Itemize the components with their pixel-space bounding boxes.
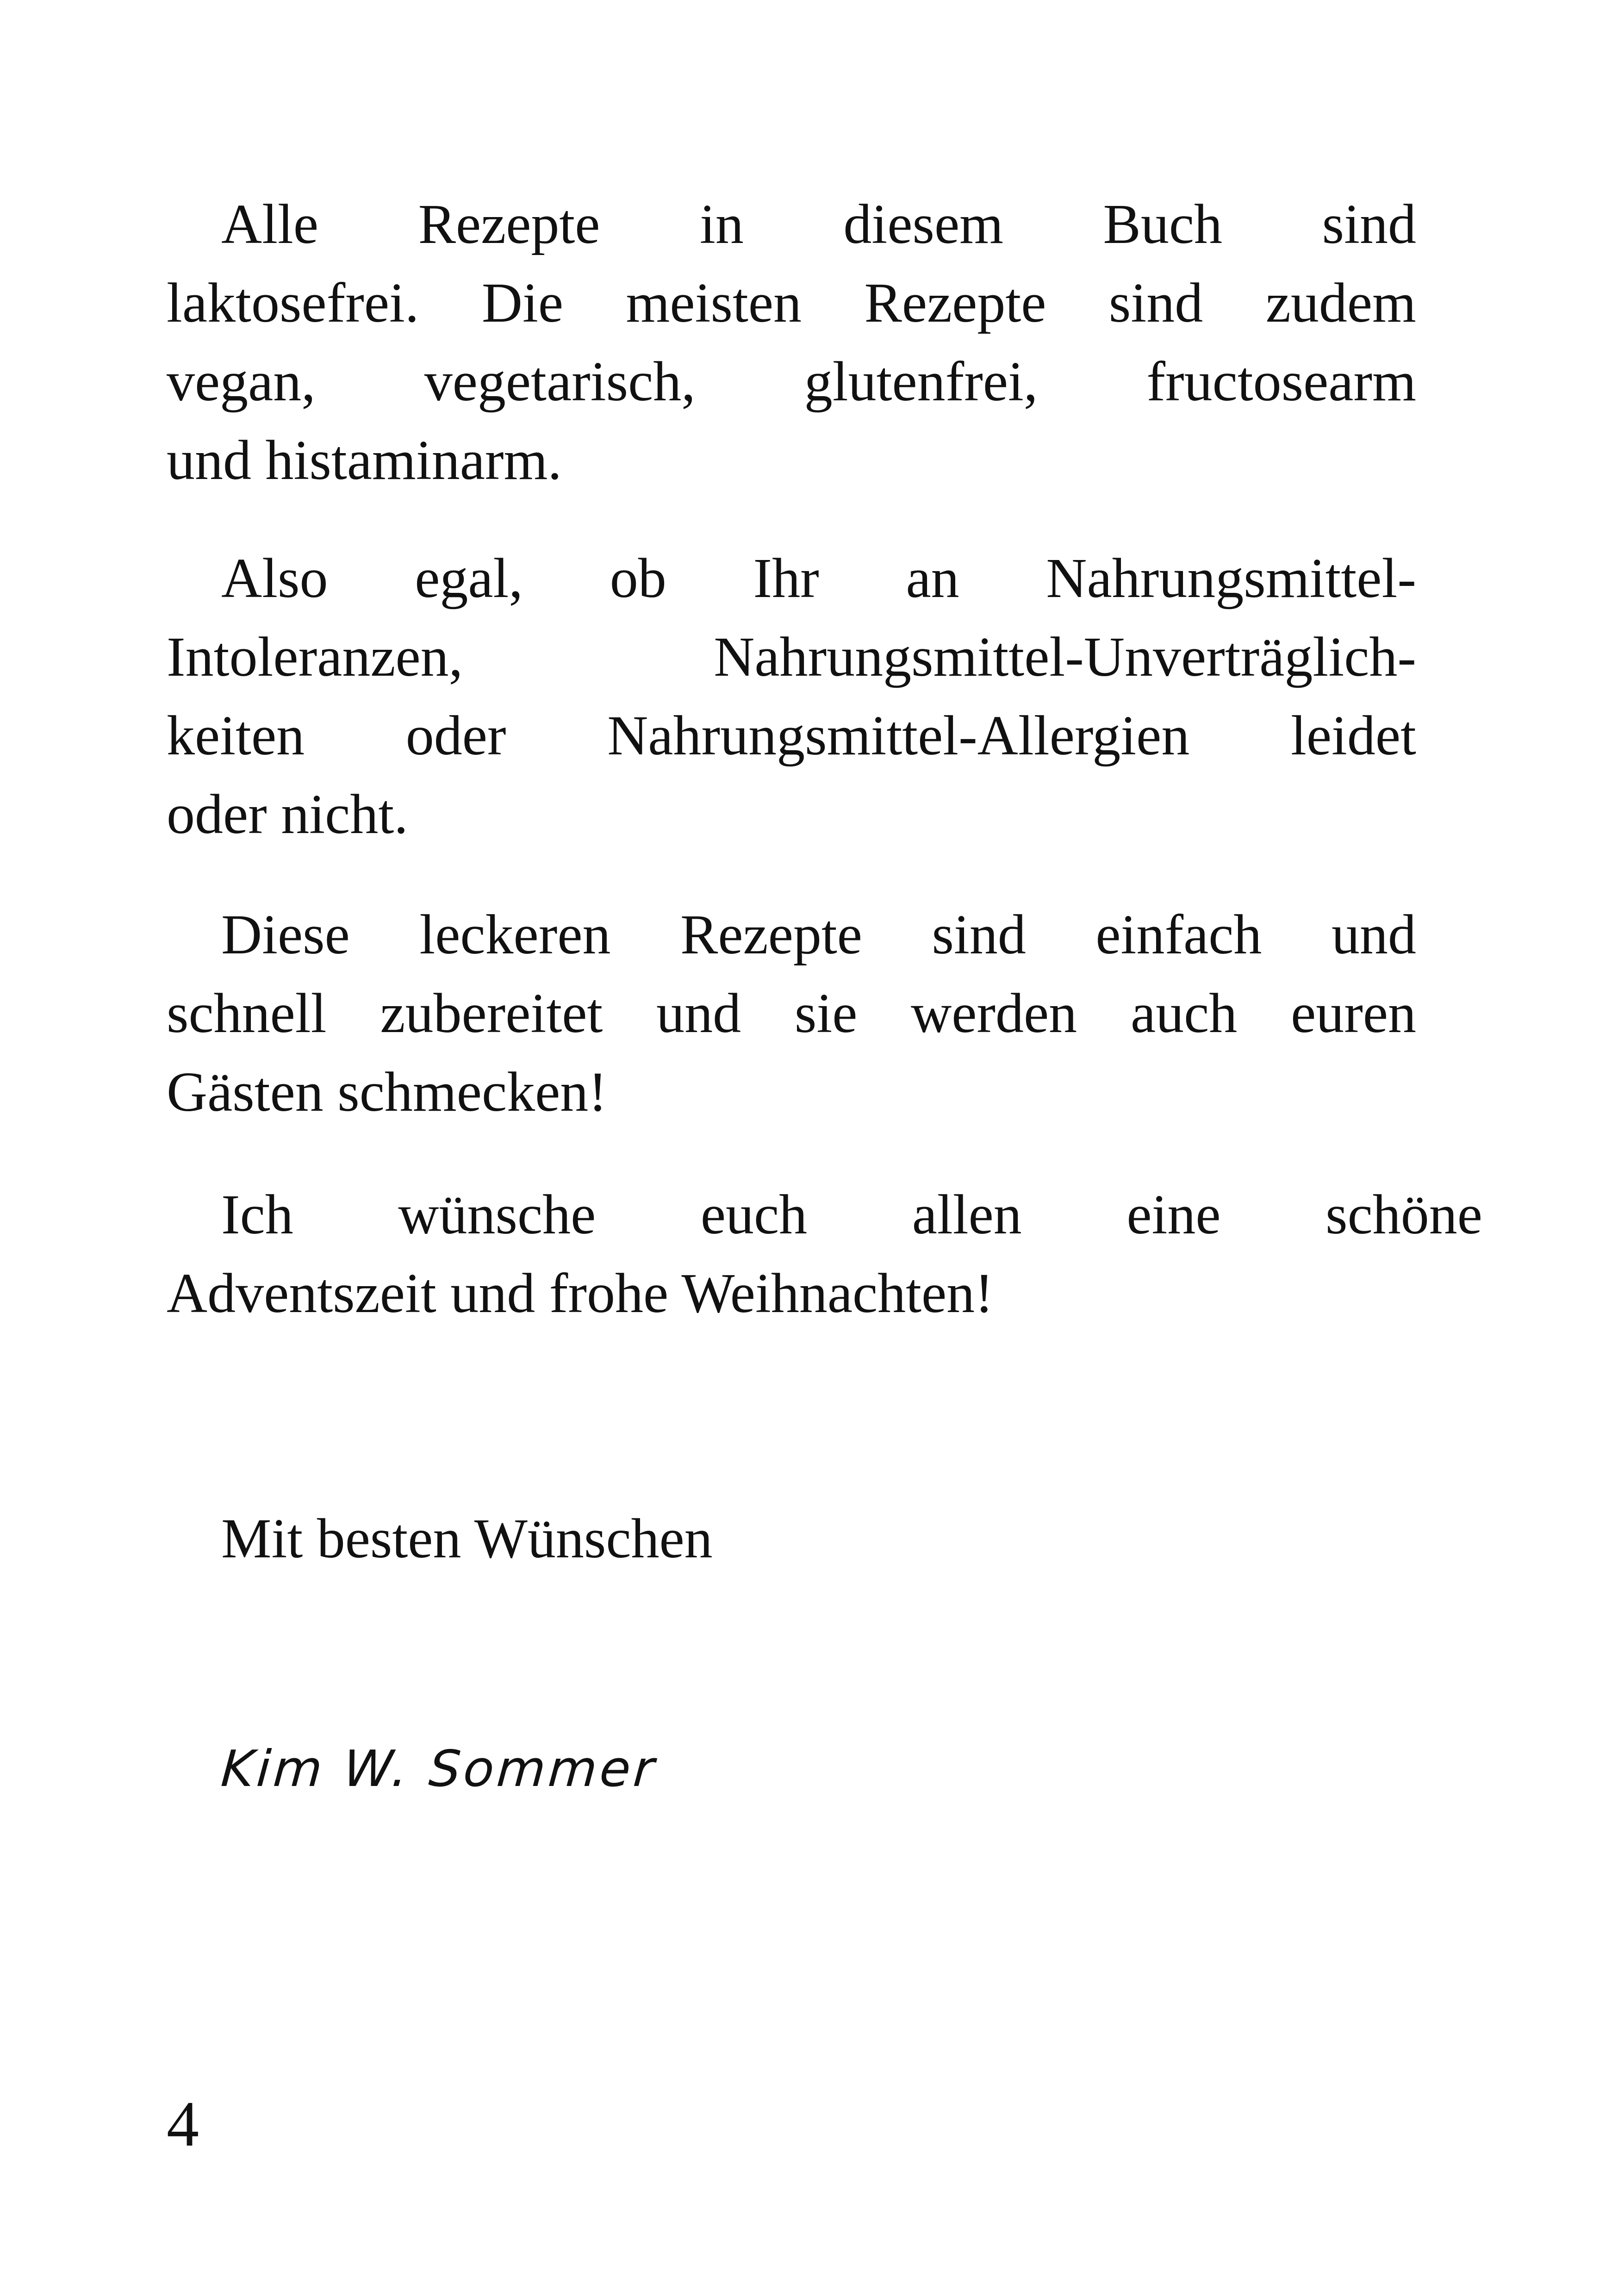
text-line: Alle Rezepte in diesem Buch sind xyxy=(221,193,1416,255)
text-line: vegan, vegetarisch, glutenfrei, fructosearm xyxy=(167,350,1416,413)
text-line: schnell zubereitet und sie werden auch euren xyxy=(167,982,1416,1045)
text-line: und histaminarm. xyxy=(167,429,562,492)
text-line: Adventszeit und frohe Weihnachten! xyxy=(167,1262,994,1325)
paragraph-intolerances xyxy=(167,539,1416,854)
text-line: laktosefrei. Die meisten Rezepte sind zudem xyxy=(167,272,1416,334)
paragraph-intro xyxy=(167,185,1416,500)
text-line: Ich wünsche euch allen eine schöne xyxy=(221,1183,1482,1246)
page-number: 4 xyxy=(167,2088,199,2160)
text-line: Gästen schmecken! xyxy=(167,1061,607,1123)
paragraph-recipes xyxy=(167,896,1416,1132)
text-line: Diese leckeren Rezepte sind einfach und xyxy=(221,903,1416,966)
text-line: keiten oder Nahrungsmittel-Allergien leidet xyxy=(167,704,1416,767)
paragraph-wishes xyxy=(167,1176,1482,1333)
text-line: Also egal, ob Ihr an Nahrungsmittel- xyxy=(221,547,1416,610)
text-line: Intoleranzen, Nahrungsmittel-Unverträglich- xyxy=(167,626,1416,688)
text-line: oder nicht. xyxy=(167,783,408,846)
author-signature: Kim W. Sommer xyxy=(219,1740,659,1798)
closing-greeting: Mit besten Wünschen xyxy=(221,1507,713,1570)
